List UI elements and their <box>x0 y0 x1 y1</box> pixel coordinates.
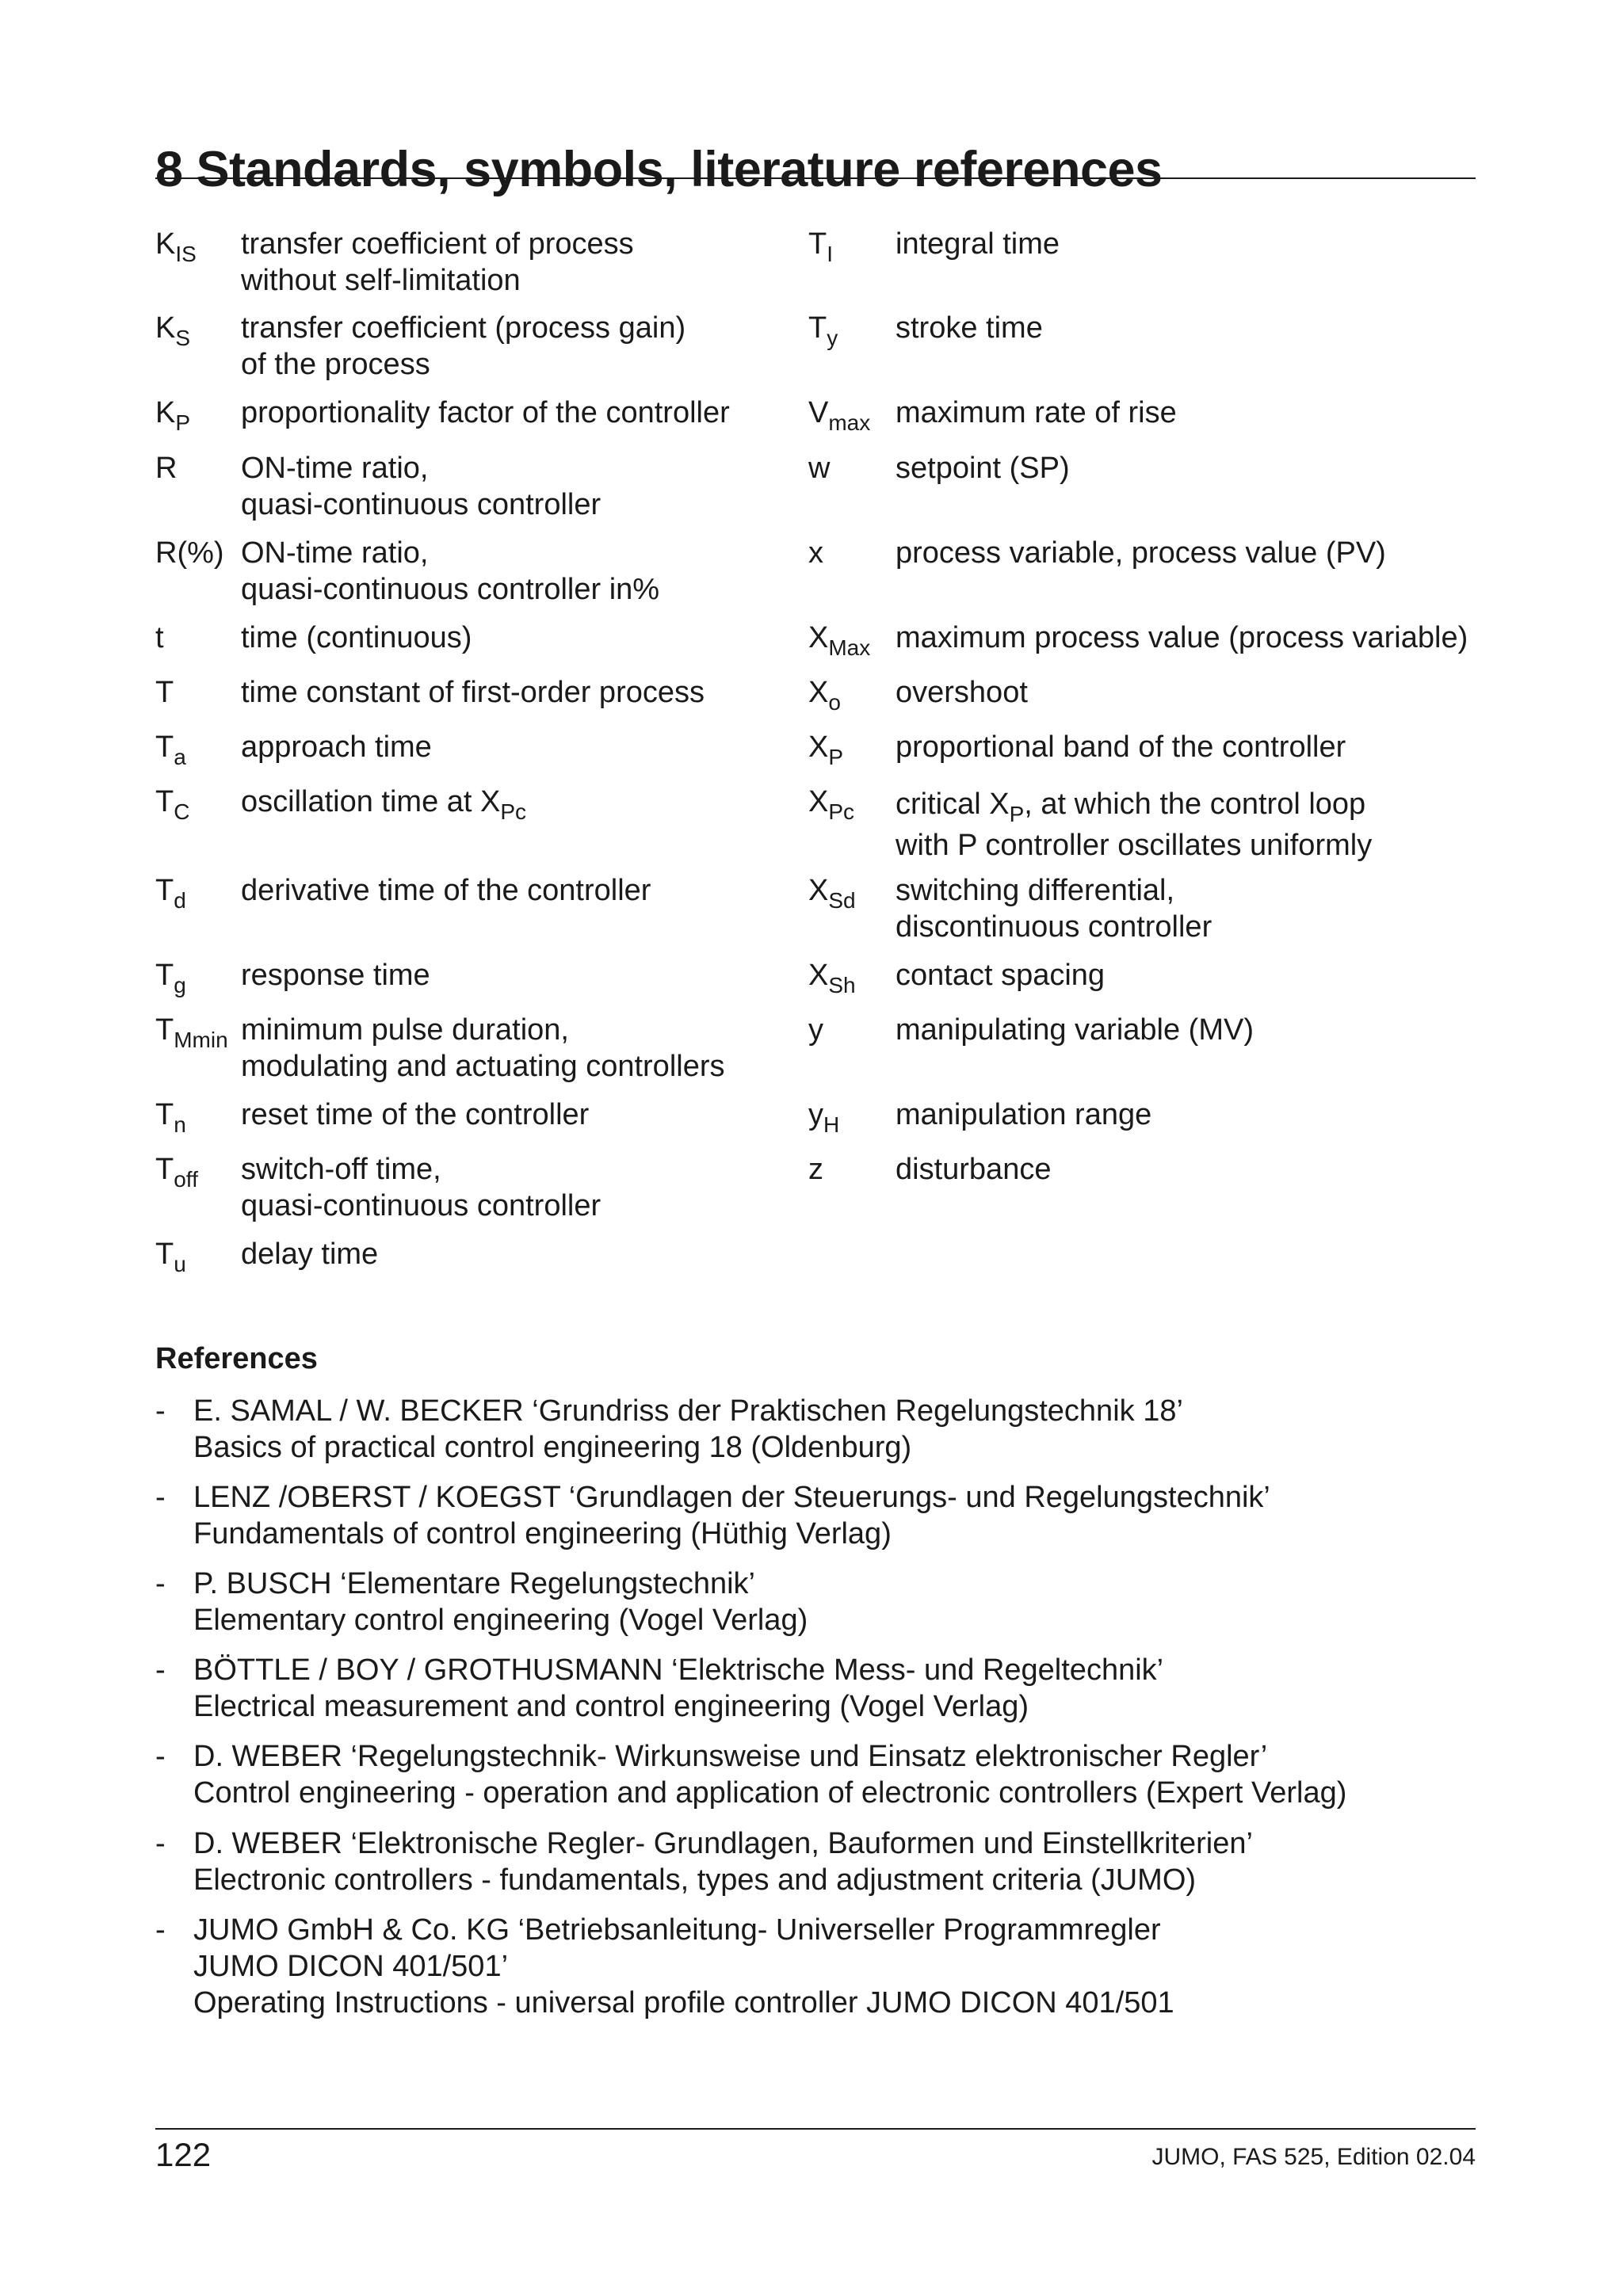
symbol-row <box>808 674 1028 715</box>
symbol-row <box>155 535 659 608</box>
symbol-description: proportionality factor of the controller <box>241 396 730 429</box>
symbol-row <box>155 872 651 913</box>
list-dash: - <box>155 1653 166 1687</box>
symbol-description: switching differential, discontinuous controller <box>896 874 1212 944</box>
symbol-description: overshoot <box>896 676 1028 709</box>
symbol: $T_{off}$ <box>155 1153 198 1192</box>
symbol-description: manipulation range <box>896 1098 1152 1131</box>
symbol: R(%) <box>155 536 224 570</box>
symbol-row <box>808 450 1070 486</box>
symbol: $X_{Sd}$ <box>808 874 856 913</box>
page-number: 122 <box>155 2136 212 2173</box>
symbol-row <box>808 310 1043 350</box>
symbol-description: setpoint (SP) <box>896 452 1070 485</box>
symbol-description: stroke time <box>896 311 1043 345</box>
symbol: T <box>155 676 174 709</box>
symbol: $K_{IS}$ <box>155 227 197 266</box>
symbol-row <box>808 729 1346 769</box>
symbol: $X_o$ <box>808 676 841 715</box>
symbol-row <box>808 1151 1051 1188</box>
symbol: $T_C$ <box>155 785 190 824</box>
edition-label: JUMO, FAS 525, Edition 02.04 <box>1151 2144 1476 2170</box>
reference-text: LENZ /OBERST / KOEGST ‘Grundlagen der Steuerungs- und Regelungstechnik’ Fundamentals of control engineering (Hüthig Verlag) <box>193 1481 1270 1550</box>
symbol: $T_n$ <box>155 1098 186 1137</box>
symbol: $T_y$ <box>808 311 838 350</box>
symbol: z <box>808 1153 823 1186</box>
symbol-description: transfer coefficient (process gain) of the process <box>241 311 686 381</box>
symbol: $T_u$ <box>155 1238 186 1276</box>
symbol: $T_a$ <box>155 730 186 769</box>
symbol-row <box>808 395 1177 435</box>
symbol-row <box>155 310 685 383</box>
symbol-row <box>808 872 1212 945</box>
symbol-row <box>808 226 1060 266</box>
symbol-description: ON-time ratio, quasi-continuous controller <box>241 452 601 521</box>
symbol-description: integral time <box>896 227 1060 261</box>
symbol-row <box>155 395 730 435</box>
symbol-description: critical $X_P$, at which the control loop with P controller oscillates uniformly <box>896 788 1373 862</box>
symbol-row <box>808 784 1372 866</box>
symbol: $T_I$ <box>808 227 833 266</box>
symbol: $K_P$ <box>155 396 191 435</box>
symbol-description: process variable, process value (PV) <box>896 536 1386 570</box>
symbol: $X_{Max}$ <box>808 621 871 660</box>
symbol-description: maximum rate of rise <box>896 396 1177 429</box>
symbol-description: derivative time of the controller <box>241 874 651 907</box>
symbol: $T_d$ <box>155 874 186 913</box>
symbol-description: maximum process value (process variable) <box>896 621 1468 654</box>
symbol-row <box>155 226 634 299</box>
page-title: 8 Standards, symbols, literature references <box>155 142 1163 198</box>
symbol-description: contact spacing <box>896 959 1106 992</box>
symbol-row <box>808 1012 1254 1048</box>
symbol-row <box>155 784 527 824</box>
reference-text: P. BUSCH ‘Elementare Regelungstechnik’ Elementary control engineering (Vogel Verlag) <box>193 1567 808 1637</box>
symbol-row <box>155 450 601 523</box>
list-dash: - <box>155 1394 166 1428</box>
symbol-row <box>155 620 472 656</box>
symbol: $X_P$ <box>808 730 844 769</box>
symbol-description: time constant of first-order process <box>241 676 705 709</box>
list-dash: - <box>155 1913 166 1947</box>
list-dash: - <box>155 1567 166 1600</box>
symbol-row <box>155 957 430 997</box>
symbol-row <box>155 1012 725 1085</box>
symbol-description: oscillation time at $X_{Pc}$ <box>241 785 527 824</box>
list-dash: - <box>155 1481 166 1514</box>
symbol: $X_{Pc}$ <box>808 785 855 824</box>
symbol: $T_{Mmin}$ <box>155 1013 228 1052</box>
symbol-description: switch-off time, quasi-continuous controller <box>241 1153 601 1222</box>
symbol-description: approach time <box>241 730 432 764</box>
reference-text: BÖTTLE / BOY / GROTHUSMANN ‘Elektrische Mess- und Regeltechnik’ Electrical measurement and control engineering (Vogel Verlag) <box>193 1653 1164 1723</box>
symbol-row <box>155 1097 590 1137</box>
symbol: $K_S$ <box>155 311 191 350</box>
reference-text: E. SAMAL / W. BECKER ‘Grundriss der Praktischen Regelungstechnik 18’ Basics of practical control engineering 18 (Oldenburg) <box>193 1394 1183 1464</box>
symbol-row <box>155 729 432 769</box>
title-divider <box>155 177 1476 179</box>
footer-divider <box>155 2128 1476 2130</box>
symbol: $T_g$ <box>155 959 186 997</box>
symbol-row <box>808 620 1468 660</box>
list-dash: - <box>155 1740 166 1773</box>
symbol: $y_H$ <box>808 1098 840 1137</box>
symbol: $V_{max}$ <box>808 396 871 435</box>
symbol-row <box>808 535 1386 571</box>
symbol: w <box>808 452 831 485</box>
symbol: t <box>155 621 164 654</box>
references-heading: References <box>155 1342 318 1375</box>
symbol-description: disturbance <box>896 1153 1052 1186</box>
symbol-description: time (continuous) <box>241 621 472 654</box>
symbol: $X_{Sh}$ <box>808 959 856 997</box>
symbol-row <box>808 957 1106 997</box>
reference-text: D. WEBER ‘Elektronische Regler- Grundlagen, Bauformen und Einstellkriterien’ Electronic controllers - fundamentals, types and adjustment criteria (JUMO) <box>193 1827 1253 1897</box>
symbol: x <box>808 536 823 570</box>
list-dash: - <box>155 1827 166 1860</box>
symbol-row <box>808 1097 1152 1137</box>
symbol-description: response time <box>241 959 430 992</box>
symbol-description: minimum pulse duration, modulating and actuating controllers <box>241 1013 725 1083</box>
symbol-description: transfer coefficient of process without self-limitation <box>241 227 634 297</box>
symbol-description: delay time <box>241 1238 379 1271</box>
symbol-row <box>155 674 705 711</box>
symbol-description: manipulating variable (MV) <box>896 1013 1254 1047</box>
symbol: R <box>155 452 178 485</box>
reference-text: D. WEBER ‘Regelungstechnik- Wirkunsweise und Einsatz elektronischer Regler’ Control engineering - operation and application of electronic controllers (Expert Verlag) <box>193 1740 1347 1810</box>
symbol-row <box>155 1151 601 1224</box>
reference-text: JUMO GmbH & Co. KG ‘Betriebsanleitung- Universeller Programmregler JUMO DICON 401/501’ Operating Instructions - universal profile controller JUMO DICON 401/501 <box>193 1913 1174 2019</box>
symbol-description: reset time of the controller <box>241 1098 590 1131</box>
symbol-row <box>155 1236 379 1276</box>
symbol-description: ON-time ratio, quasi-continuous controller in% <box>241 536 660 606</box>
symbol-description: proportional band of the controller <box>896 730 1346 764</box>
symbol: y <box>808 1013 823 1047</box>
